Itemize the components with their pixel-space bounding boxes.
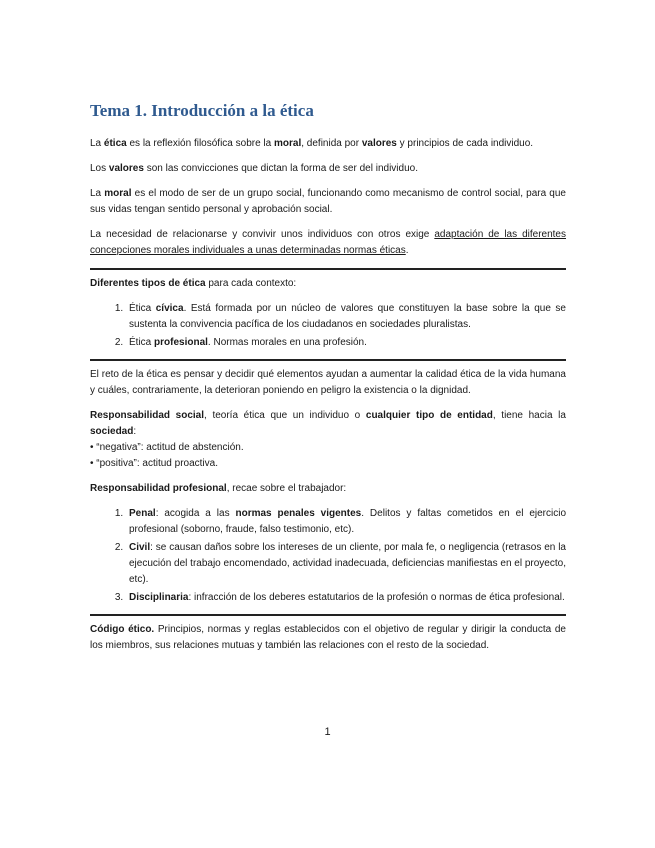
list-item: 2. Civil: se causan daños sobre los intereses de un cliente, por mala fe, o negligencia (retrasos en la ejecución del trabajo encomendado, actividad inadecuada, deficiencias manifiestas en el proyecto, etc). <box>126 540 566 588</box>
paragraph-valores: Los valores son las convicciones que dictan la forma de ser del individuo. <box>90 163 418 174</box>
section-divider <box>90 614 566 616</box>
paragraph-moral: La moral es el modo de ser de un grupo social, funcionando como mecanismo de control social, para que sus vidas tengan sentido personal y aprobación social. <box>90 188 566 215</box>
list-item: 3. Disciplinaria: infracción de los deberes estatutarios de la profesión o normas de ética profesional. <box>126 590 566 606</box>
section-divider <box>90 268 566 270</box>
responsabilidad-profesional-list <box>90 506 566 606</box>
tipos-list <box>90 301 566 351</box>
page-title: Tema 1. Introducción a la ética <box>90 101 314 120</box>
paragraph-codigo-etico: Código ético. Principios, normas y reglas establecidos con el objetivo de regular y dirigir la conducta de los miembros, sus relaciones mutuas y también las relaciones con el resto de la sociedad. <box>90 624 566 651</box>
paragraph-responsabilidad-social: Responsabilidad social, teoría ética que un individuo o cualquier tipo de entidad, tiene hacia la sociedad: <box>90 410 566 437</box>
list-item: 2. Ética profesional. Normas morales en una profesión. <box>126 335 566 351</box>
list-item: • “positiva”: actitud proactiva. <box>90 458 218 469</box>
page-number: 1 <box>324 726 331 738</box>
list-item: 1. Penal: acogida a las normas penales vigentes. Delitos y faltas cometidos en el ejercicio profesional (soborno, fraude, falso testimonio, etc). <box>126 506 566 538</box>
document-body <box>90 100 566 663</box>
list-item: 1. Ética cívica. Está formada por un núcleo de valores que constituyen la base sobre la que se sustenta la convivencia pacífica de los ciudadanos en sociedades pluralistas. <box>126 301 566 333</box>
paragraph-necesidad: La necesidad de relacionarse y convivir unos individuos con otros exige adaptación de las diferentes concepciones morales individuales a unas determinadas normas éticas. <box>90 229 566 256</box>
paragraph-reto: El reto de la ética es pensar y decidir qué elementos ayudan a aumentar la calidad ética de la vida humana y cuáles, contrariamente, la deterioran poniendo en peligro la existencia o la dignidad. <box>90 369 566 396</box>
paragraph-etica: La ética es la reflexión filosófica sobre la moral, definida por valores y principios de cada individuo. <box>90 138 534 149</box>
tipos-heading: Diferentes tipos de ética para cada contexto: <box>90 278 297 289</box>
list-item: • “negativa”: actitud de abstención. <box>90 442 244 453</box>
paragraph-responsabilidad-profesional: Responsabilidad profesional, recae sobre el trabajador: <box>90 483 347 494</box>
responsabilidad-social-list <box>90 440 566 472</box>
section-divider <box>90 359 566 361</box>
